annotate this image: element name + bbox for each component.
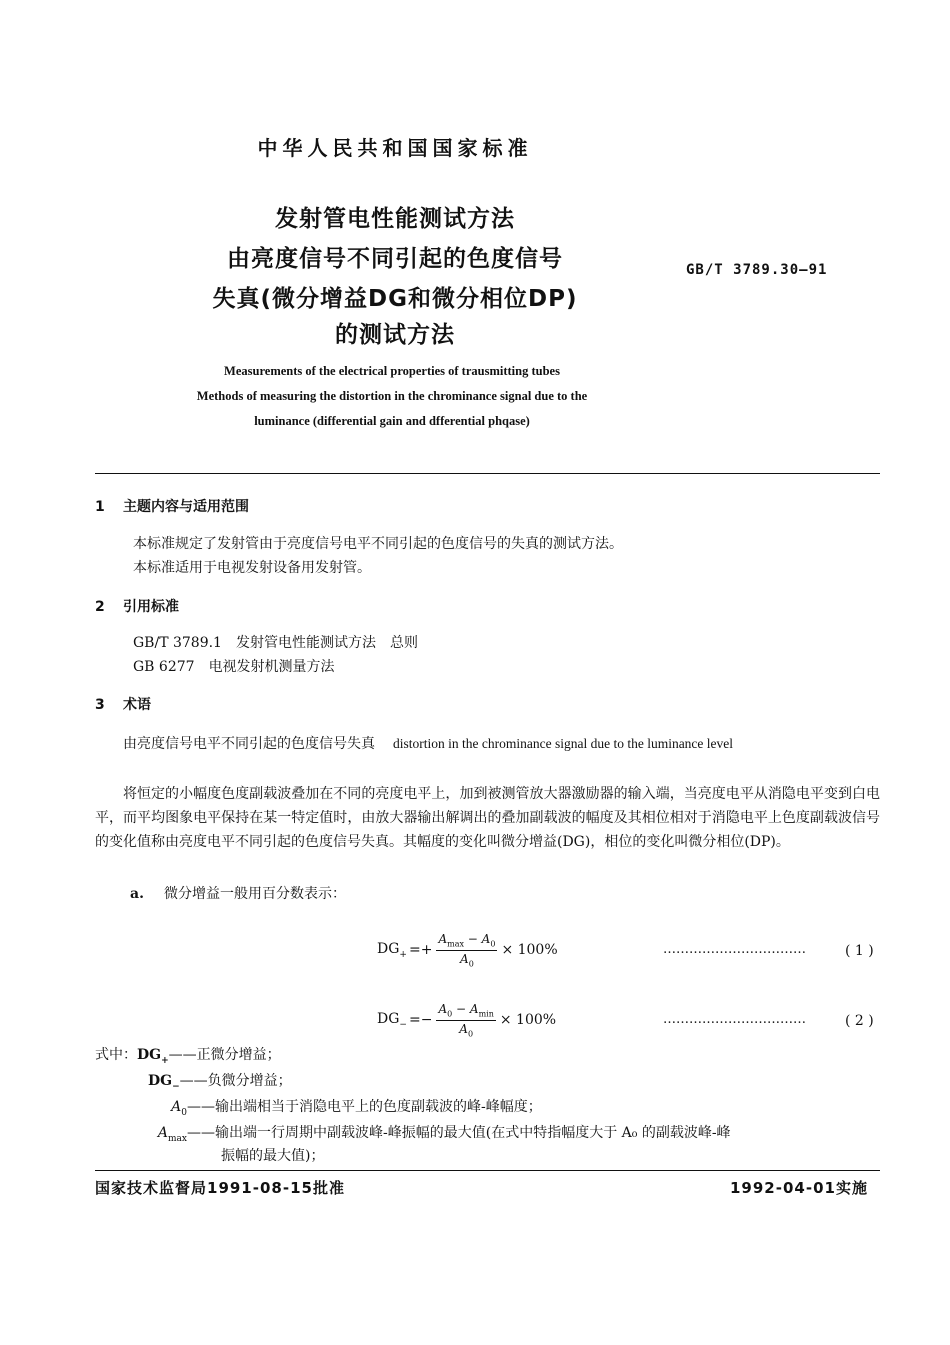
symbol-definition: 输出端相当于消隐电平上的色度副载波的峰-峰幅度； <box>215 1099 542 1115</box>
section-1-heading <box>95 496 249 516</box>
term-definition: 将恒定的小幅度色度副载波叠加在不同的亮度电平上，加到被测管放大器激励器的输入端，当亮度电平从消隐电平变到白电平，而平均图象电平保持在某一特定值时，由放大器输出解调出的叠加副载波的幅度及其相位相对于消隐电平上色度副载波信号的变化值称由亮度电平不同引起的色度信号失真。其幅度的变化叫微分增益(DG)，相位的变化叫微分相位(DP)。 <box>95 786 880 850</box>
section-title: 术语 <box>123 697 151 713</box>
english-title-line-2: Methods of measuring the distortion in the chrominance signal due to the <box>196 389 588 403</box>
formula-multiplier: × 100% <box>501 942 558 959</box>
formula-operator: =− <box>408 1012 433 1029</box>
symbol: $DG_+$ <box>137 1047 169 1066</box>
symbol: $DG_-$ <box>148 1073 180 1092</box>
section-number: 2 <box>95 599 105 615</box>
formula-fraction: $\frac{A_0 - A_{min}}{A_0}$ <box>438 1002 494 1039</box>
term-entry <box>95 732 880 756</box>
header-divider <box>95 473 880 474</box>
term-chinese: 由亮度信号电平不同引起的色度信号失真 <box>123 736 375 752</box>
title-line-3: 失真(微分增益DG和微分相位DP) <box>212 286 578 312</box>
english-title-line-1: Measurements of the electrical properties of trausmitting tubes <box>224 364 560 378</box>
formula-dg-plus <box>377 932 558 969</box>
symbol-definition: 输出端一行周期中副载波峰-峰振幅的最大值(在式中特指幅度大于 A₀ 的副载波峰-峰 <box>215 1125 731 1141</box>
symbol-definition: 正微分增益； <box>196 1047 281 1063</box>
symbol: $A_{max}$ <box>157 1125 187 1144</box>
section-2-heading <box>95 596 179 616</box>
formula-dg-minus <box>377 1002 556 1039</box>
title-line-1: 发射管电性能测试方法 <box>275 206 515 232</box>
term-english: distortion in the chrominance signal due to the luminance level <box>393 736 734 751</box>
equation-number: ( 2 ) <box>845 1013 874 1029</box>
formula-operator: =+ <box>408 942 433 959</box>
symbol-definition: 负微分增益； <box>207 1073 292 1089</box>
item-a-label: a. <box>130 886 144 902</box>
reference-item <box>133 632 418 654</box>
implementation-date: 1992-04-01实施 <box>730 1179 868 1197</box>
footer-divider <box>95 1170 880 1171</box>
formula-fraction: $\frac{A_{max} - A_0}{A_0}$ <box>438 932 496 969</box>
reference-code: GB/T 3789.1 <box>133 635 222 651</box>
where-row <box>95 1044 281 1066</box>
item-a-text: 微分增益一般用百分数表示： <box>164 886 346 902</box>
section-1-paragraph-1: 本标准规定了发射管由于亮度信号电平不同引起的色度信号的失真的测试方法。 <box>133 536 623 552</box>
equation-number: ( 1 ) <box>845 943 874 959</box>
reference-code: GB 6277 <box>133 659 195 675</box>
section-title: 引用标准 <box>123 599 179 615</box>
formula-leader-dots: …………………………… <box>663 1012 806 1027</box>
where-label: 式中： <box>95 1047 137 1063</box>
section-3-heading <box>95 694 151 714</box>
item-a <box>130 883 346 905</box>
section-title: 主题内容与适用范围 <box>123 499 249 515</box>
title-line-4: 的测试方法 <box>335 322 455 348</box>
definition-dash: —— <box>187 1099 215 1115</box>
reference-title: 电视发射机测量方法 <box>208 659 335 675</box>
where-row-continuation: 振幅的最大值)； <box>221 1148 325 1164</box>
definition-dash: —— <box>168 1047 197 1063</box>
english-title-line-3: luminance (differential gain and dfferential phqase) <box>254 414 530 428</box>
formula-leader-dots: …………………………… <box>663 942 806 957</box>
standard-org-header: 中华人民共和国国家标准 <box>257 136 533 160</box>
standard-number: GB/T 3789.30—91 <box>686 262 828 278</box>
formula-lhs: $DG_+$ <box>377 940 407 960</box>
title-line-2: 由亮度信号不同引起的色度信号 <box>227 246 563 272</box>
section-1-paragraph-2: 本标准适用于电视发射设备用发射管。 <box>133 560 371 576</box>
formula-multiplier: × 100% <box>499 1012 557 1029</box>
where-row <box>148 1070 292 1092</box>
formula-lhs: $DG_-$ <box>377 1010 407 1030</box>
section-number: 3 <box>95 697 105 713</box>
definition-dash: —— <box>179 1073 208 1089</box>
where-row <box>95 1122 731 1144</box>
definition-dash: —— <box>187 1125 215 1141</box>
reference-title: 发射管电性能测试方法 总则 <box>235 635 418 651</box>
symbol: $A_0$ <box>171 1099 187 1118</box>
section-number: 1 <box>95 499 105 515</box>
approval-note: 国家技术监督局1991-08-15批准 <box>95 1179 345 1197</box>
reference-item <box>133 656 335 678</box>
where-row <box>95 1096 542 1118</box>
